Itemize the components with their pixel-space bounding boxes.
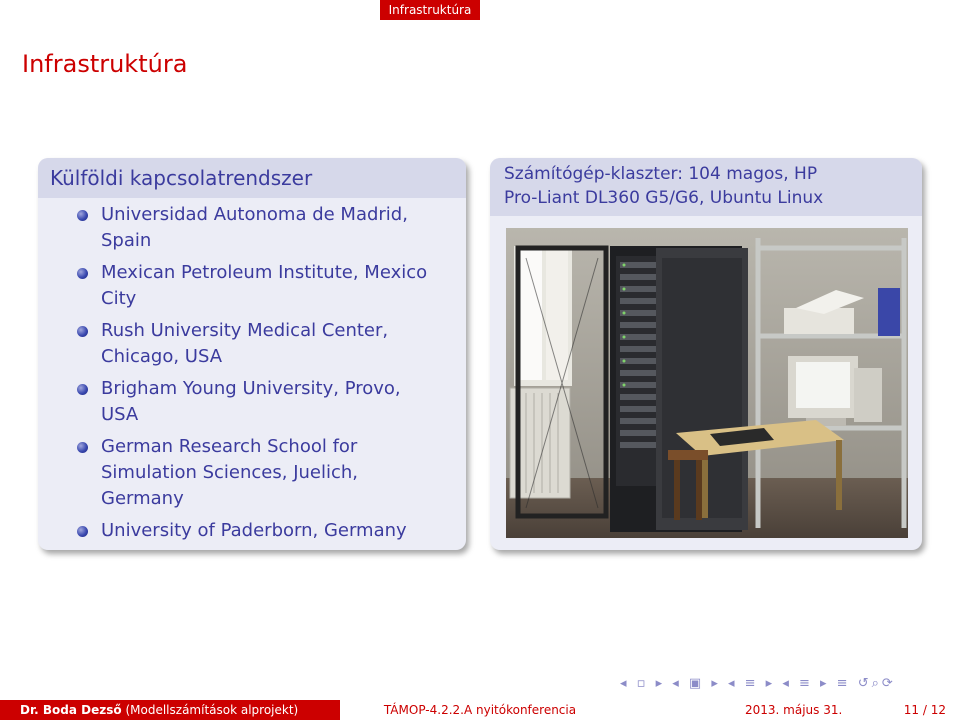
item-line: City <box>101 288 137 309</box>
bullet-icon <box>77 526 88 537</box>
cluster-block <box>490 158 922 550</box>
author-name: Dr. Boda Dezső <box>20 703 122 717</box>
bullet-icon <box>77 442 88 453</box>
author-project: (Modellszámítások alprojekt) <box>125 703 299 717</box>
foreign-relations-block <box>38 158 466 550</box>
footer-date-page <box>620 700 960 720</box>
bullet-icon <box>77 384 88 395</box>
block-header <box>38 158 466 198</box>
item-line: Germany <box>101 488 184 509</box>
nav-header <box>0 0 960 20</box>
bullet-icon <box>77 210 88 221</box>
item-line: University of Paderborn, Germany <box>101 520 407 541</box>
beamer-navigation-symbols[interactable]: ◂ ▫ ▸ ◂ ▣ ▸ ◂ ≡ ▸ ◂ ≡ ▸ ≡ ↺⌕⟳ <box>620 676 896 691</box>
block-title-line: Pro-Liant DL360 G5/G6, Ubuntu Linux <box>504 188 824 208</box>
item-line: Universidad Autonoma de Madrid, <box>101 204 408 225</box>
item-line: Simulation Sciences, Juelich, <box>101 462 359 483</box>
item-line: Rush University Medical Center, <box>101 320 389 341</box>
block-header <box>490 158 922 216</box>
server-room-photo <box>506 228 908 538</box>
item-line: Spain <box>101 230 152 251</box>
block-title <box>504 162 914 210</box>
frame-title: Infrastruktúra <box>22 50 188 78</box>
block-title-line: Számítógép-klaszter: 104 magos, HP <box>504 164 818 184</box>
bullet-icon <box>77 326 88 337</box>
footer-page-number: 11 / 12 <box>903 703 946 717</box>
item-line: Chicago, USA <box>101 346 223 367</box>
footer-date: 2013. május 31. <box>745 703 843 717</box>
bullet-icon <box>77 268 88 279</box>
item-line: USA <box>101 404 139 425</box>
nav-tab-infrastruktura[interactable]: Infrastruktúra <box>380 0 480 20</box>
block-title: Külföldi kapcsolatrendszer <box>50 166 313 190</box>
footer-event: TÁMOP-4.2.2.A nyitókonferencia <box>340 700 620 720</box>
item-line: Brigham Young University, Provo, <box>101 378 401 399</box>
footer <box>0 700 960 720</box>
item-line: German Research School for <box>101 436 358 457</box>
footer-author <box>0 700 340 720</box>
item-line: Mexican Petroleum Institute, Mexico <box>101 262 428 283</box>
